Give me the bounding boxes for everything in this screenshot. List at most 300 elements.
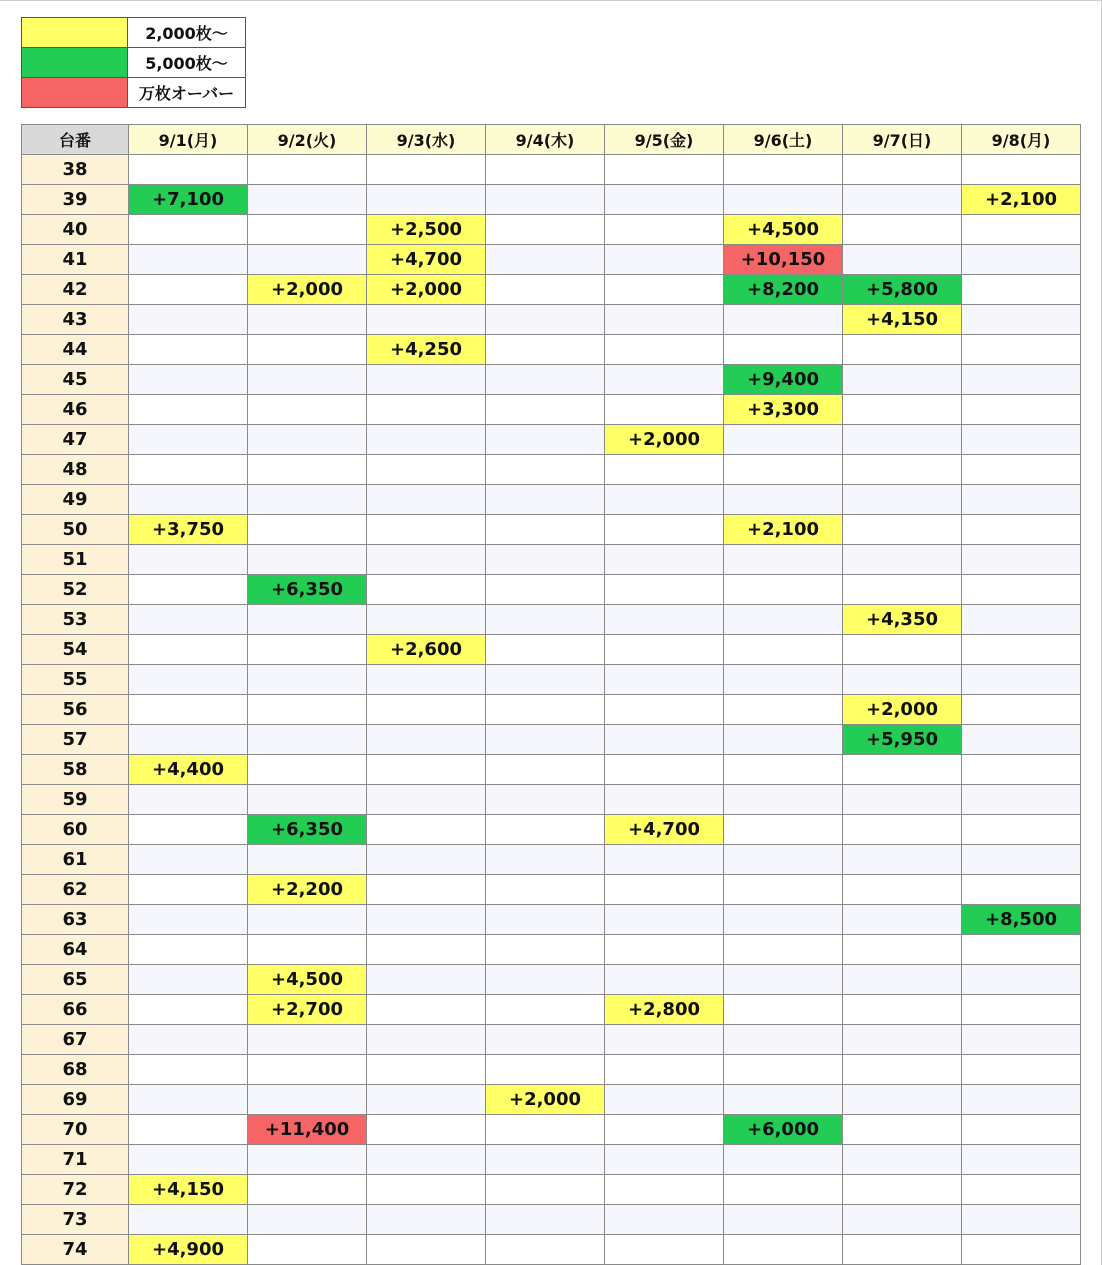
result-cell <box>367 605 486 635</box>
machine-number: 41 <box>22 245 129 275</box>
date-header: 9/4(木) <box>486 125 605 155</box>
machine-number: 73 <box>22 1205 129 1235</box>
result-cell <box>486 965 605 995</box>
result-cell <box>486 815 605 845</box>
result-cell <box>962 395 1081 425</box>
result-cell <box>962 275 1081 305</box>
result-cell <box>248 365 367 395</box>
machine-number: 54 <box>22 635 129 665</box>
result-cell <box>724 665 843 695</box>
result-cell <box>486 875 605 905</box>
result-cell <box>843 935 962 965</box>
legend-row-red <box>22 78 246 108</box>
machine-number: 47 <box>22 425 129 455</box>
result-cell <box>843 575 962 605</box>
result-cell <box>962 935 1081 965</box>
result-cell: +4,700 <box>605 815 724 845</box>
result-cell <box>962 365 1081 395</box>
result-cell <box>486 395 605 425</box>
result-cell: +4,500 <box>248 965 367 995</box>
legend-row-yellow <box>22 18 246 48</box>
result-cell <box>248 425 367 455</box>
table-row <box>22 455 1081 485</box>
machine-number: 52 <box>22 575 129 605</box>
result-cell <box>486 365 605 395</box>
table-row <box>22 1025 1081 1055</box>
table-row <box>22 395 1081 425</box>
result-cell <box>962 485 1081 515</box>
result-cell <box>248 755 367 785</box>
result-cell <box>248 665 367 695</box>
result-cell: +2,700 <box>248 995 367 1025</box>
result-cell <box>129 155 248 185</box>
legend-row-green <box>22 48 246 78</box>
machine-number: 66 <box>22 995 129 1025</box>
result-cell <box>367 725 486 755</box>
result-cell <box>129 485 248 515</box>
result-cell <box>962 815 1081 845</box>
legend-label-green: 5,000枚〜 <box>128 48 246 78</box>
result-cell: +3,750 <box>129 515 248 545</box>
table-row <box>22 965 1081 995</box>
result-cell: +2,200 <box>248 875 367 905</box>
result-cell <box>129 845 248 875</box>
result-cell <box>129 395 248 425</box>
result-cell <box>724 1235 843 1265</box>
legend-swatch-green <box>22 48 128 78</box>
machine-number: 53 <box>22 605 129 635</box>
result-cell <box>605 155 724 185</box>
result-cell <box>367 1025 486 1055</box>
machine-number: 58 <box>22 755 129 785</box>
result-cell <box>486 785 605 815</box>
result-cell <box>724 965 843 995</box>
result-cell <box>962 635 1081 665</box>
result-cell <box>248 335 367 365</box>
result-cell <box>724 305 843 335</box>
machine-number: 42 <box>22 275 129 305</box>
machine-number: 70 <box>22 1115 129 1145</box>
result-cell <box>367 545 486 575</box>
result-cell: +4,350 <box>843 605 962 635</box>
result-cell <box>486 335 605 365</box>
result-cell <box>724 335 843 365</box>
table-row <box>22 815 1081 845</box>
result-cell <box>724 845 843 875</box>
result-cell <box>248 1205 367 1235</box>
result-cell <box>486 305 605 335</box>
result-cell <box>129 875 248 905</box>
result-cell <box>605 665 724 695</box>
result-cell <box>486 1175 605 1205</box>
machine-number: 44 <box>22 335 129 365</box>
result-cell <box>129 305 248 335</box>
result-cell <box>248 785 367 815</box>
machine-number: 60 <box>22 815 129 845</box>
result-cell <box>129 215 248 245</box>
result-cell <box>605 875 724 905</box>
result-cell <box>367 575 486 605</box>
result-cell <box>486 1115 605 1145</box>
result-cell <box>367 395 486 425</box>
result-cell <box>724 995 843 1025</box>
date-header: 9/5(金) <box>605 125 724 155</box>
result-cell <box>724 1205 843 1235</box>
result-cell <box>367 1085 486 1115</box>
result-cell <box>367 185 486 215</box>
table-row <box>22 215 1081 245</box>
result-cell <box>605 725 724 755</box>
result-cell <box>843 335 962 365</box>
legend-swatch-red <box>22 78 128 108</box>
result-cell <box>367 695 486 725</box>
table-row <box>22 725 1081 755</box>
result-cell <box>367 965 486 995</box>
result-cell <box>605 1205 724 1235</box>
result-cell <box>724 755 843 785</box>
result-cell <box>962 1115 1081 1145</box>
result-cell <box>605 845 724 875</box>
table-row <box>22 845 1081 875</box>
result-cell <box>724 605 843 635</box>
result-cell <box>367 1055 486 1085</box>
machine-number: 39 <box>22 185 129 215</box>
result-cell <box>367 155 486 185</box>
result-cell <box>367 1175 486 1205</box>
result-cell <box>486 1205 605 1235</box>
result-cell <box>843 215 962 245</box>
result-cell <box>248 845 367 875</box>
result-cell <box>843 1085 962 1115</box>
legend-label-yellow: 2,000枚〜 <box>128 18 246 48</box>
result-cell <box>129 965 248 995</box>
result-cell <box>367 905 486 935</box>
result-cell <box>724 155 843 185</box>
machine-number: 61 <box>22 845 129 875</box>
result-cell <box>605 245 724 275</box>
result-cell: +4,700 <box>367 245 486 275</box>
result-cell <box>843 515 962 545</box>
result-cell: +2,600 <box>367 635 486 665</box>
result-cell <box>724 695 843 725</box>
result-cell <box>724 1055 843 1085</box>
result-cell <box>248 305 367 335</box>
result-cell <box>367 1115 486 1145</box>
table-row <box>22 935 1081 965</box>
result-cell <box>843 1145 962 1175</box>
result-cell <box>129 1145 248 1175</box>
result-cell <box>129 725 248 755</box>
table-row <box>22 545 1081 575</box>
result-cell <box>605 215 724 245</box>
result-cell <box>367 755 486 785</box>
machine-number: 72 <box>22 1175 129 1205</box>
result-cell <box>605 695 724 725</box>
result-cell <box>843 455 962 485</box>
result-cell <box>486 425 605 455</box>
result-cell: +4,900 <box>129 1235 248 1265</box>
result-cell: +7,100 <box>129 185 248 215</box>
table-row <box>22 425 1081 455</box>
machine-number: 46 <box>22 395 129 425</box>
result-cell <box>605 965 724 995</box>
machine-number-header: 台番 <box>22 125 129 155</box>
legend-swatch-yellow <box>22 18 128 48</box>
machine-number: 45 <box>22 365 129 395</box>
table-row <box>22 1205 1081 1235</box>
result-cell <box>962 875 1081 905</box>
result-cell: +8,200 <box>724 275 843 305</box>
result-cell <box>724 1085 843 1115</box>
result-cell <box>962 245 1081 275</box>
machine-number: 63 <box>22 905 129 935</box>
result-cell <box>248 215 367 245</box>
table-row <box>22 635 1081 665</box>
machine-number: 71 <box>22 1145 129 1175</box>
table-row <box>22 1115 1081 1145</box>
result-cell <box>605 515 724 545</box>
result-cell: +4,150 <box>843 305 962 335</box>
machine-number: 51 <box>22 545 129 575</box>
result-cell <box>486 605 605 635</box>
result-cell: +6,350 <box>248 575 367 605</box>
result-cell: +2,800 <box>605 995 724 1025</box>
result-cell <box>962 155 1081 185</box>
result-cell <box>605 605 724 635</box>
result-cell <box>605 785 724 815</box>
table-row <box>22 995 1081 1025</box>
result-cell: +5,800 <box>843 275 962 305</box>
result-cell <box>605 905 724 935</box>
result-cell <box>129 995 248 1025</box>
result-cell <box>248 905 367 935</box>
result-cell <box>962 1025 1081 1055</box>
result-cell <box>129 575 248 605</box>
result-cell <box>962 1235 1081 1265</box>
result-cell <box>486 155 605 185</box>
result-cell <box>962 1055 1081 1085</box>
result-cell <box>605 1025 724 1055</box>
result-cell <box>605 1115 724 1145</box>
machine-results-table <box>21 124 1081 1265</box>
result-cell <box>724 185 843 215</box>
result-cell <box>486 515 605 545</box>
table-row <box>22 605 1081 635</box>
result-cell: +3,300 <box>724 395 843 425</box>
result-cell: +2,100 <box>724 515 843 545</box>
result-cell <box>962 605 1081 635</box>
result-cell <box>724 1025 843 1055</box>
result-cell <box>605 275 724 305</box>
result-cell <box>129 1085 248 1115</box>
result-cell <box>962 425 1081 455</box>
result-cell <box>843 485 962 515</box>
result-cell: +4,250 <box>367 335 486 365</box>
result-cell <box>486 1025 605 1055</box>
result-cell: +2,000 <box>605 425 724 455</box>
machine-number: 68 <box>22 1055 129 1085</box>
result-cell <box>724 725 843 755</box>
table-row <box>22 665 1081 695</box>
result-cell <box>724 635 843 665</box>
result-cell: +2,000 <box>248 275 367 305</box>
table-row <box>22 1145 1081 1175</box>
result-cell <box>129 1205 248 1235</box>
result-cell <box>129 695 248 725</box>
result-cell <box>724 485 843 515</box>
result-cell <box>248 455 367 485</box>
result-cell <box>962 455 1081 485</box>
result-cell <box>605 185 724 215</box>
result-cell <box>605 1085 724 1115</box>
result-cell <box>129 935 248 965</box>
result-cell <box>129 275 248 305</box>
result-cell <box>724 905 843 935</box>
result-cell <box>486 995 605 1025</box>
result-cell <box>248 725 367 755</box>
result-cell <box>724 785 843 815</box>
result-cell <box>486 245 605 275</box>
result-cell <box>129 365 248 395</box>
result-cell <box>486 545 605 575</box>
result-cell <box>962 995 1081 1025</box>
result-cell: +4,150 <box>129 1175 248 1205</box>
machine-number: 64 <box>22 935 129 965</box>
result-cell <box>486 935 605 965</box>
result-cell: +2,500 <box>367 215 486 245</box>
result-cell <box>962 305 1081 335</box>
result-cell <box>486 635 605 665</box>
result-cell <box>248 605 367 635</box>
table-row <box>22 485 1081 515</box>
date-header: 9/8(月) <box>962 125 1081 155</box>
result-cell <box>486 1235 605 1265</box>
result-cell: +4,400 <box>129 755 248 785</box>
result-cell <box>605 395 724 425</box>
table-row <box>22 1235 1081 1265</box>
result-cell <box>962 845 1081 875</box>
table-header-row <box>22 125 1081 155</box>
result-cell <box>367 935 486 965</box>
result-cell <box>486 275 605 305</box>
result-cell <box>843 1205 962 1235</box>
result-cell <box>605 1235 724 1265</box>
result-cell <box>367 515 486 545</box>
result-cell <box>605 1055 724 1085</box>
result-cell <box>843 425 962 455</box>
result-cell <box>367 1235 486 1265</box>
result-cell <box>486 455 605 485</box>
result-cell <box>843 1115 962 1145</box>
result-cell: +2,000 <box>367 275 486 305</box>
result-cell <box>962 965 1081 995</box>
machine-number: 50 <box>22 515 129 545</box>
result-cell <box>367 365 486 395</box>
result-cell: +2,100 <box>962 185 1081 215</box>
machine-number: 55 <box>22 665 129 695</box>
result-cell <box>248 185 367 215</box>
result-cell <box>962 665 1081 695</box>
result-cell <box>367 485 486 515</box>
table-row <box>22 275 1081 305</box>
result-cell: +2,000 <box>486 1085 605 1115</box>
result-cell <box>367 995 486 1025</box>
result-cell <box>129 905 248 935</box>
result-cell: +6,350 <box>248 815 367 845</box>
result-cell <box>724 425 843 455</box>
result-cell <box>248 515 367 545</box>
date-header: 9/6(土) <box>724 125 843 155</box>
table-row <box>22 755 1081 785</box>
result-cell <box>486 215 605 245</box>
top-border-line <box>0 0 1102 1</box>
result-cell <box>605 335 724 365</box>
machine-number: 62 <box>22 875 129 905</box>
result-cell <box>843 665 962 695</box>
result-cell <box>962 1175 1081 1205</box>
machine-number: 43 <box>22 305 129 335</box>
result-cell <box>843 755 962 785</box>
date-header: 9/3(水) <box>367 125 486 155</box>
result-cell <box>843 155 962 185</box>
result-cell <box>486 725 605 755</box>
machine-number: 38 <box>22 155 129 185</box>
result-cell <box>129 605 248 635</box>
table-row <box>22 155 1081 185</box>
result-cell <box>486 695 605 725</box>
result-cell <box>367 785 486 815</box>
result-cell <box>843 905 962 935</box>
result-cell <box>605 755 724 785</box>
table-row <box>22 695 1081 725</box>
result-cell <box>962 785 1081 815</box>
result-cell <box>367 425 486 455</box>
result-cell <box>248 395 367 425</box>
result-cell: +5,950 <box>843 725 962 755</box>
result-cell <box>843 1175 962 1205</box>
result-cell <box>843 545 962 575</box>
result-cell <box>605 305 724 335</box>
result-cell <box>724 1175 843 1205</box>
result-cell <box>486 185 605 215</box>
result-cell <box>486 845 605 875</box>
result-cell <box>962 575 1081 605</box>
table-row <box>22 365 1081 395</box>
result-cell <box>129 815 248 845</box>
result-cell <box>962 755 1081 785</box>
result-cell <box>605 1175 724 1205</box>
result-cell <box>248 485 367 515</box>
result-cell <box>248 155 367 185</box>
result-cell: +8,500 <box>962 905 1081 935</box>
result-cell <box>248 1025 367 1055</box>
result-cell <box>843 635 962 665</box>
result-cell <box>605 1145 724 1175</box>
result-cell <box>605 635 724 665</box>
result-cell <box>486 665 605 695</box>
table-row <box>22 875 1081 905</box>
result-cell <box>962 695 1081 725</box>
result-cell <box>843 1025 962 1055</box>
result-cell: +4,500 <box>724 215 843 245</box>
legend-label-red: 万枚オーバー <box>128 78 246 108</box>
table-row <box>22 245 1081 275</box>
date-header: 9/1(月) <box>129 125 248 155</box>
result-cell <box>724 875 843 905</box>
result-cell <box>248 245 367 275</box>
result-cell <box>724 815 843 845</box>
result-cell <box>248 1175 367 1205</box>
